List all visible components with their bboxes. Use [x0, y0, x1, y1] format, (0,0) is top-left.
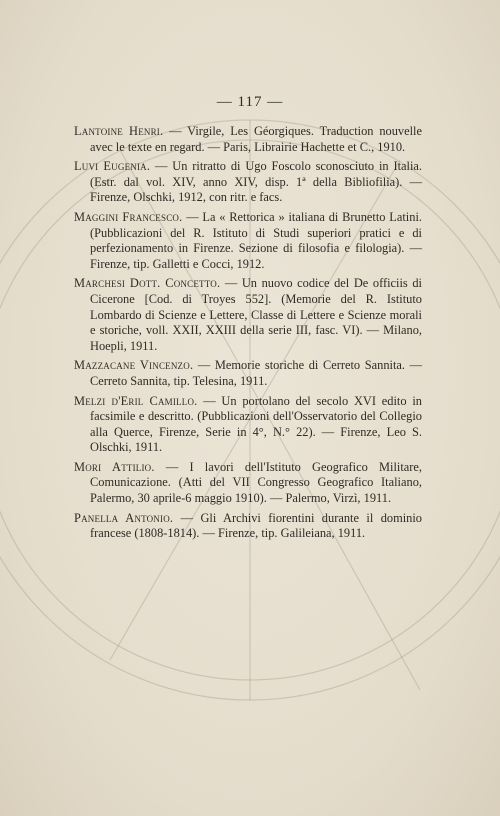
entry-author: Maggini Francesco. [74, 209, 183, 224]
entry-author: Melzi d'Eril Camillo. [74, 393, 198, 408]
entry-author: Mazzacane Vincenzo. [74, 358, 194, 373]
entry-text: — Memorie storiche di Cerreto Sannita. — Cerreto Sannita, tip. Telesina, 1911. [90, 358, 422, 388]
entry-text: — Un portolano del secolo XVI edito in facsimile e descritto. (Pubblicazioni dell'Osservatorio del Collegio alla Querce, Firenze, Serie in 4°, N.° 22). — Firenze, Leo S. Olschki, 1911. [90, 393, 422, 455]
entry-text: — Gli Archivi fiorentini durante il dominio francese (1808-1814). — Firenze, tip. Galileiana, 1911. [90, 510, 422, 541]
bibliography-entry [74, 511, 422, 542]
bibliography-entry [74, 210, 422, 272]
bibliography-entry [74, 460, 422, 507]
entry-text: — Un nuovo codice del De officiis di Cicerone [Cod. di Troyes 552]. (Memorie del R. Istituto Lombardo di Scienze e Lettere, Classe di Lettere e Scienze morali e storiche, voll. XXII, XXIII della serie III, fasc. VI). — Milano, Hoepli, 1911. [90, 276, 422, 353]
page-number: — 117 — [216, 94, 284, 110]
entry-author: Mori Attilio. [74, 459, 155, 474]
bibliography-entry [74, 358, 422, 389]
entry-author: Lantoine Henri. [74, 124, 164, 138]
entry-text: — Virgile, Les Géorgiques. Traduction nouvelle avec le texte en regard. — Paris, Librairie Hachette et C., 1910. [90, 124, 422, 154]
bibliography-entry [74, 159, 422, 206]
entry-text: — La « Rettorica » italiana di Brunetto Latini. (Pubblicazioni del R. Istituto di Studi superiori pratici e di perfezionamento in Firenze. Sezione di filosofia e filologia). — Firenze, tip. Galletti e Cocci, 1912. [90, 209, 422, 271]
bibliography-list [74, 124, 422, 546]
entry-text: — I lavori dell'Istituto Geografico Militare, Comunicazione. (Atti del VII Congresso Geografico Italiano, Palermo, 30 aprile-6 maggio 1910). — Palermo, Virzì, 1911. [90, 459, 422, 506]
bibliography-entry [74, 124, 422, 155]
entry-author: Luvi Eugenia. [74, 159, 151, 174]
bibliography-entry [74, 276, 422, 354]
entry-author: Panella Antonio. [74, 510, 174, 525]
entry-author: Marchesi Dott. Concetto. [74, 276, 221, 291]
bibliography-entry [74, 394, 422, 456]
entry-text: — Un ritratto di Ugo Foscolo sconosciuto in Italia. (Estr. dal vol. XIV, anno XIV, disp. 1ª della Bibliofilia). — Firenze, Olschki, 1912, con ritr. e facs. [90, 159, 423, 205]
